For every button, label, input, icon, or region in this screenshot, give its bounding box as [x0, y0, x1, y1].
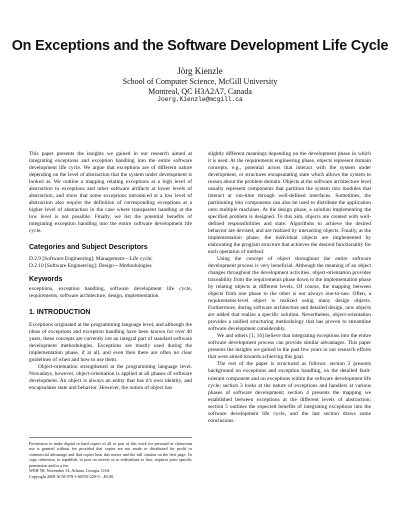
introduction-para-1: Exceptions originated at the programming language level, and although the ideas of exceptions and exception handling have been known for over 40 years, these concepts are currently not an integral part of standard software development methodologies. Exceptions are mostly used during the implementation phase, if at all, and even then there are often no clear guidelines of when and how to use them. — [29, 321, 192, 363]
copyright-footnote — [29, 437, 192, 479]
abstract-text: This paper presents the insights we gained in our research aimed at integrating exceptions and exception handling into the entire software development life cycle. We argue that exceptions are of different nature depending on the level of abstraction that the system under development is looked at. We outline a mapping relating exceptions at a high level of abstraction to exceptions and other software artifacts at lower levels of abstraction, and show that some exceptions introduced at a low level of abstraction also require the definition of corresponding exceptions at a higher level of abstraction in the case where transparent handling at the low level is not possible. Finally, we list the potential benefits of integrating exception handling into the entire software development life cycle. — [29, 151, 192, 235]
categories-heading: Categories and Subject Descriptors — [29, 244, 148, 252]
permission-text: Permission to make digital or hard copies of all or part of this work for personal or classroom use is granted without fee provided that copies are not made or distributed for profit or commercial advantage and that copies bear this notice and the full citation on the first page. To copy otherwise, to republish, to post on servers or to redistribute to lists, requires prior specific permission and/or a fee. — [29, 441, 192, 468]
paper-title: On Exceptions and the Software Development Life Cycle — [11, 38, 389, 54]
right-para-3: We and others [1; 16] believe that integrating exceptions into the entire software development process can provide similar advantages. This paper presents the insights we gained in the past few years in our research efforts that were aimed towards achieving this goal. — [208, 333, 371, 361]
copyright-text: Copyright 2008 ACM 978-1-60558-229-0 ...$5.00. — [29, 473, 115, 479]
right-para-4: The rest of the paper is structured as follows: section 2 presents background on exceptions and exception handling, on the detailed fault-tolerant component and on exceptions within the software development life cycle; section 3 looks at the nature of exceptions and handlers at various phases of software development; section 4 presents the mapping we established between exceptions at the different levels of abstraction; section 5 outlines the expected benefits of integrating exceptions into the software development life cycle, and the last section draws some conclusions. — [208, 361, 371, 424]
categories-line-2: D.2.10 [Software Engineering]: Design—Methodologies — [29, 263, 152, 270]
author-name: Jörg Kienzle — [177, 66, 223, 76]
categories-line-1: D.2.9 [Software Engineering]: Management—Life cycle; — [29, 256, 153, 263]
introduction-heading: 1. INTRODUCTION — [29, 309, 91, 317]
keywords-heading: Keywords — [29, 276, 63, 284]
right-para-1: slightly different meanings depending on the development phase in which it is used. At the requirements engineering phase, objects represent domain concepts, e.g., potential actors that interact with the system under development, or structures encapsulating state which allows the system to reason about the problem domain. Objects at the software architecture level usually represent components that partition the system into modules that interact at run-time through well-defined interfaces. Sometimes, the partitioning into components can also be used to distribute the application onto multiple machines. At the design phase, a solution implementing the specified problem is designed. To this aim, objects are created with well-defined responsibilities and state. Algorithms to achieve the desired behavior are devised, and are realized by interacting objects. Finally, at the implementation phase, the individual objects are implemented by elaborating the program structure that achieves the desired functionality for each operation of method. — [208, 151, 372, 256]
author-address: Montreal, QC H3A2A7, Canada — [148, 86, 252, 96]
author-block — [0, 66, 400, 103]
right-column — [208, 151, 371, 425]
introduction-para-2: Object-orientation strengthened at the programming language level. Nowadays, however, object-orientation is applied at all phases of software development. An object is always an entity that has it's own identity, and encapsulates state and behavior. However, the notion of object has — [29, 363, 192, 391]
author-email: Joerg.Kienzle@mcgill.ca — [157, 95, 243, 103]
venue-text: WEH '08, November 14, Atlanta, Georgia, USA — [29, 468, 110, 474]
author-affiliation: School of Computer Science, McGill University — [122, 77, 278, 87]
left-column — [29, 151, 192, 392]
right-para-2: Using the concept of object throughout the entire software development process is very beneficial. Although the meaning of an object changes throughout the development activities, object-orientation provides traceability from the requirements phase down to the implementation phase by relating objects at different levels. Of course, the mapping between objects from one phase to the other is not always one-to-one. Often, a requirements-level object is realized using many design objects. Furthermore, during software architecture and detailed design, new objects are added that realize a specific solution. Nevertheless, object-orientation provides a unified structuring methodology that has proven to streamline software development considerably. — [208, 256, 371, 333]
keywords-text: exceptions, exception handling, software development life cycle, requirements, software architecture, design, implementation — [29, 286, 192, 300]
